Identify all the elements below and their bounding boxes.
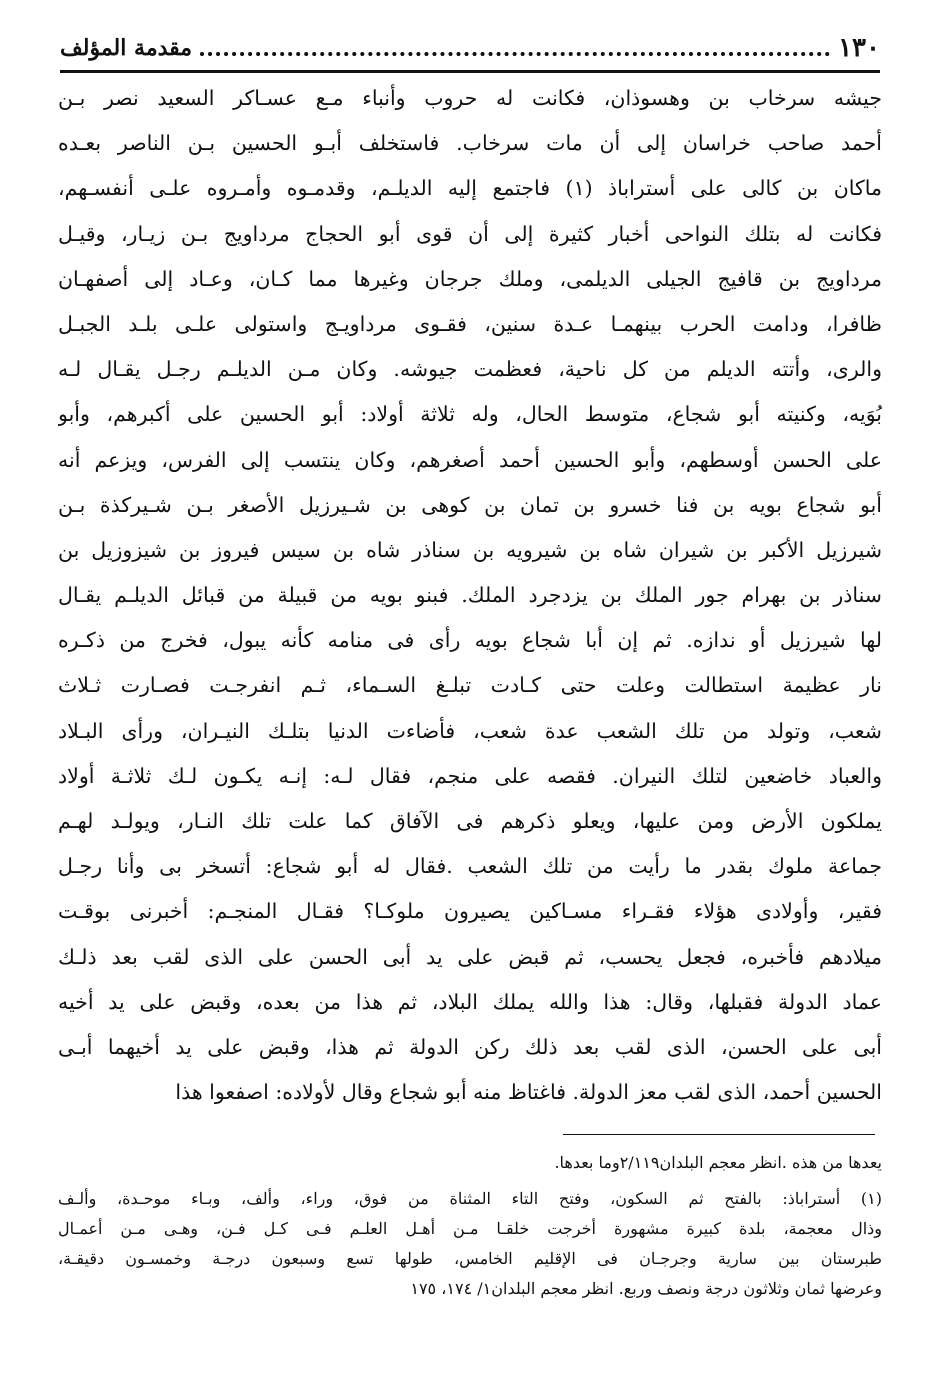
text-line: أبو شجاع بويه بن فنا خسرو بن تمان بن كوهى بن شـيرزيل الأصغر بـن شـيركذة بـن bbox=[58, 492, 882, 517]
text-line: أحمد صاحب خراسان إلى أن مات سرخاب. فاستخلف أبـو الحسين بـن الناصر بعـده bbox=[58, 131, 882, 156]
footnote-line: طبرستان بين سارية وجرجـان فى الإقليم الخامس، طولها تسع وسبعون درجـة وخمسـون دقيقـة، bbox=[58, 1249, 882, 1268]
text-line: والعباد خاضعين لتلك النيران. فقصه على منجم، فقال لـه: إنـه يكـون لـك ثلاثـة أولاد bbox=[58, 763, 882, 788]
page-header bbox=[60, 30, 880, 66]
text-line: أبى على الحسن، الذى لقب بعد ذلك ركن الدولة ثم هذا، وقبض على يد أخيهما أبـى bbox=[58, 1034, 882, 1059]
text-line: ميلادهم فأخبره، فجعل يحسب، ثم قبض على يد أبى الحسن على الذى لقب بعد ذلـك bbox=[58, 944, 882, 969]
running-title: مقدمة المؤلف bbox=[60, 35, 193, 61]
text-line: والرى، وأتته الديلم من كل ناحية، فعظمت جيوشه. وكان مـن الديلـم رجـل يقـال لـه bbox=[58, 357, 882, 382]
text-line: لها شيرزيل أو ندازه. ثم إن أبا شجاع بويه رأى فى منامه كأنه يبول، فخرج من ذكـره bbox=[58, 628, 882, 653]
text-line: يملكون الأرض ومن عليها، ويعلو ذكرهم فى الآفاق كما علت تلك النـار، ويولـد لهـم bbox=[58, 809, 882, 833]
text-line: فكانت له بتلك النواحى أخبار كثيرة إلى أن قوى أبو الحجاج مرداويج بـن زيـار، وقيـل bbox=[58, 221, 882, 246]
text-line: مرداويج بن قافيج الجيلى الديلمى، وملك جرجان وغيرها مما كـان، وعـاد إلى أصفهـان bbox=[58, 266, 882, 291]
footnote-line: (١) أستراباذ: بالفتح ثم السكون، وفتح التاء المثناة من فوق، وراء، وألف، وبـاء موحـدة، وألـف bbox=[58, 1189, 882, 1208]
main-text bbox=[58, 76, 882, 1115]
text-line: جيشه سرخاب بن وهسوذان، فكانت له حروب وأنباء مـع عسـاكر السعيد نصر بـن bbox=[58, 86, 882, 110]
header-rule bbox=[60, 70, 880, 73]
text-line: جماعة ملوك بقدر ما رأيت من تلك الشعب .فقال له أبو شجاع: أتسخر بى وأنا رجـل bbox=[58, 854, 882, 879]
text-line: بُوَيه، وكنيته أبو شجاع، متوسط الحال، وله ثلاثة أولاد: أبو الحسين على أكبرهم، وأبو bbox=[58, 402, 882, 427]
footnote-continuation: يعدها من هذه .انظر معجم البلدان٢/١١٩وما بعدها. bbox=[554, 1153, 882, 1172]
text-line: فقير، وأولادى هؤلاء فقـراء مسـاكين يصيرون ملوكـا؟ فقـال المنجـم: أخبرنى بوقـت bbox=[58, 899, 882, 924]
footnote-line: وذال معجمة، بلدة كبيرة مشهورة أخرجت خلقـا مـن أهـل العلـم فـى كـل فـن، وهـى مـن أعمـال bbox=[58, 1219, 882, 1238]
page-number: ١٣٠ bbox=[838, 33, 880, 63]
text-line: شعب، وتولد من تلك الشعب عدة شعب، فأضاءت الدنيا بتلـك النيـران، ورأى البـلاد bbox=[58, 718, 882, 743]
text-line: شيرزيل الأكبر بن شيران شاه بن شيرويه بن سناذر شاه بن سيس فيروز بن شيزوزيل بن bbox=[58, 537, 882, 562]
text-line: ظافرا، ودامت الحرب بينهمـا عـدة سنين، فقـوى مرداويـج واستولى علـى بلـد الجبـل bbox=[58, 311, 882, 336]
text-line: سناذر بن بهرام جور الملك بن يزدجرد الملك. فبنو بويه من قبيلة من قبائل الديلـم يقـال bbox=[58, 583, 882, 608]
footnote-separator bbox=[563, 1134, 875, 1135]
text-line: ماكان بن كالى على أستراباذ (١) فاجتمع إليه الديلـم، وقدمـوه وأمـروه علـى أنفسـهم، bbox=[58, 176, 882, 201]
text-line: عماد الدولة فقبلها، وقال: هذا والله يملك البلاد، ثم هذا من بعده، وقبض على يد أخيه bbox=[58, 989, 882, 1014]
header-leader-dots bbox=[200, 52, 830, 56]
text-line: الحسين أحمد، الذى لقب معز الدولة. فاغتاظ منه أبو شجاع وقال لأولاده: اصفعوا هذا bbox=[175, 1080, 882, 1105]
footnote-line: وعرضها ثمان وثلاثون درجة ونصف وربع. انظر معجم البلدان١/ ١٧٤، ١٧٥ bbox=[410, 1279, 882, 1298]
text-line: على الحسن أوسطهم، وأبو الحسين أحمد أصغرهم، وكان ينتسب إلى الفرس، ويزعم أنه bbox=[58, 447, 882, 472]
footnotes bbox=[58, 1148, 882, 1304]
text-line: نار عظيمة استطالت وعلت حتى كـادت تبلـغ السـماء، ثـم انفرجـت فصـارت ثـلاث bbox=[58, 673, 882, 698]
